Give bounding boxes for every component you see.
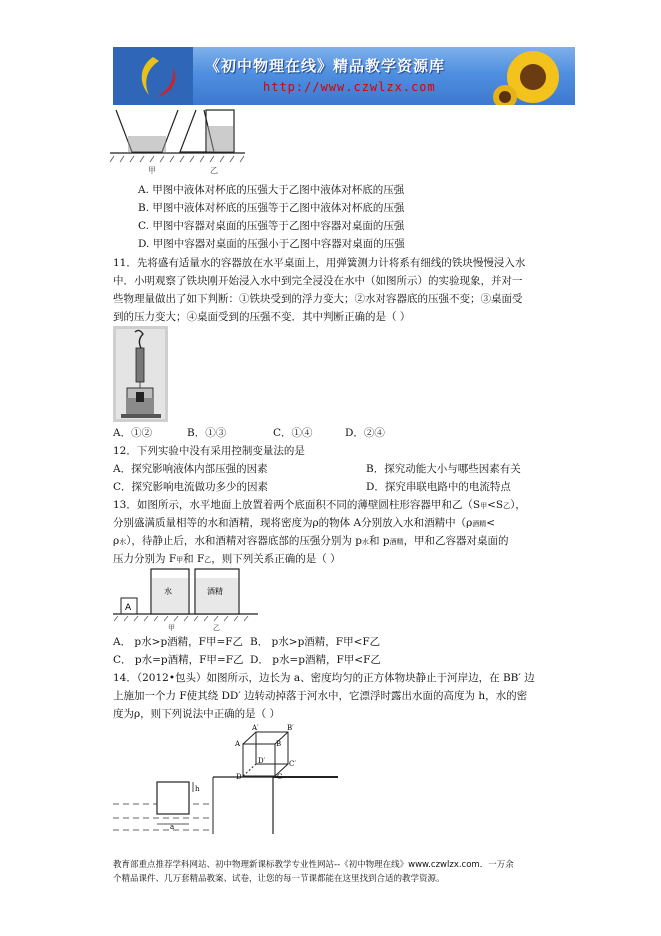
- footer-line-1: 教育部重点推荐学科网站、初中物理新课标教学专业性网站--《初中物理在线》www.czwlzx.com．一万余: [113, 860, 514, 870]
- q11-option-b: B．①③: [187, 427, 227, 439]
- q11-stem-1: 11．先将盛有适量水的容器放在水平桌面上，用弹簧测力计将系有细线的铁块慢慢浸入水: [113, 257, 526, 269]
- q13-option-c: C． p水=p酒精，F甲=F乙: [113, 654, 244, 666]
- q14-figure: [113, 722, 343, 834]
- svg-text:C: C: [277, 773, 283, 781]
- svg-text:水: 水: [164, 587, 172, 596]
- svg-text:A: A: [125, 603, 132, 613]
- q13-stem-1: 13．如图所示，水平地面上放置着两个底面积不同的薄壁圆柱形容器甲和乙（S甲<S乙），: [113, 499, 526, 511]
- q13-option-b: B． p水>p酒精，F甲<F乙: [250, 636, 381, 648]
- q12-stem: 12．下列实验中没有采用控制变量法的是: [113, 445, 305, 457]
- q11-photo: [113, 326, 168, 422]
- q11-stem-4: 到的压力变大；④桌面受到的压强不变．其中判断正确的是（ ）: [113, 311, 411, 323]
- q12-option-a: A．探究影响液体内部压强的因素: [113, 463, 268, 475]
- q13-stem-4: 压力分别为 F甲和 F乙，则下列关系正确的是（ ）: [113, 553, 341, 565]
- q11-option-c: C．①④: [273, 427, 313, 439]
- q14-stem-1: 14．（2012•包头）如图所示，边长为 a、密度均匀的正方体物块静止于河岸边，在 BB′ 边: [113, 672, 535, 684]
- q11-stem-2: 中．小明观察了铁块刚开始浸入水中到完全浸没在水中（如图所示）的实验现象，并对一: [113, 275, 523, 287]
- q13-stem-2: 分别盛满质量相等的水和酒精，现将密度为ρ的物体 A分别放入水和酒精中（ρ酒精<: [113, 517, 496, 529]
- q13-option-d: D． p水=p酒精，F甲<F乙: [250, 654, 381, 666]
- q14-stem-3: 度为ρ，则下列说法中正确的是（ ）: [113, 708, 281, 720]
- q12-option-b: B．探究动能大小与哪些因素有关: [366, 463, 521, 475]
- header-banner: [113, 47, 575, 105]
- q13-figure: [113, 566, 263, 632]
- svg-text:A: A: [235, 740, 241, 748]
- svg-text:A′: A′: [252, 724, 259, 732]
- q14-stem-2: 上施加一个力 F使其绕 DD′ 边转动掉落于河水中，它漂浮时露出水面的高度为 h，水的密: [113, 690, 528, 702]
- svg-text:乙: 乙: [213, 624, 220, 632]
- q10-option-b: B. 甲图中液体对杯底的压强等于乙图中液体对杯底的压强: [138, 202, 405, 214]
- svg-text:D: D: [236, 773, 242, 781]
- banner-url[interactable]: http://www.czwlzx.com: [263, 80, 436, 94]
- q11-stem-3: 些物理量做出了如下判断：①铁块受到的浮力变大；②水对容器底的压强不变；③桌面受: [113, 293, 523, 305]
- svg-text:a: a: [170, 823, 175, 831]
- svg-text:C′: C′: [289, 760, 296, 768]
- q11-option-a: A．①②: [113, 427, 153, 439]
- svg-text:甲: 甲: [168, 624, 175, 632]
- q10-label-yi: 乙: [210, 166, 218, 175]
- q10-option-c: C. 甲图中容器对桌面的压强等于乙图中容器对桌面的压强: [138, 220, 405, 232]
- q13-option-a: A． p水>p酒精，F甲=F乙: [113, 636, 244, 648]
- svg-text:B: B: [276, 740, 282, 748]
- q10-label-jia: 甲: [148, 166, 156, 175]
- q10-figure: [110, 106, 250, 176]
- q12-option-c: C．探究影响电流做功多少的因素: [113, 481, 269, 493]
- q11-option-d: D．②④: [345, 427, 385, 439]
- svg-text:B′: B′: [287, 724, 294, 732]
- q10-option-d: D. 甲图中容器对桌面的压强小于乙图中容器对桌面的压强: [138, 238, 405, 250]
- q12-option-d: D．探究串联电路中的电流特点: [366, 481, 511, 493]
- svg-text:h: h: [195, 785, 200, 793]
- footer-line-2: 个精品课件、几万套精品教案、试卷，让您的每一节课都能在这里找到合适的教学资源。: [113, 874, 445, 884]
- svg-text:酒精: 酒精: [207, 587, 223, 596]
- svg-text:D′: D′: [258, 757, 266, 765]
- q13-stem-3: ρ水），待静止后，水和酒精对容器底部的压强分别为 p水和 p酒精，甲和乙容器对桌面的: [113, 535, 509, 547]
- banner-title: 《初中物理在线》精品教学资源库: [205, 57, 446, 75]
- q10-option-a: A. 甲图中液体对杯底的压强大于乙图中液体对杯底的压强: [138, 184, 405, 196]
